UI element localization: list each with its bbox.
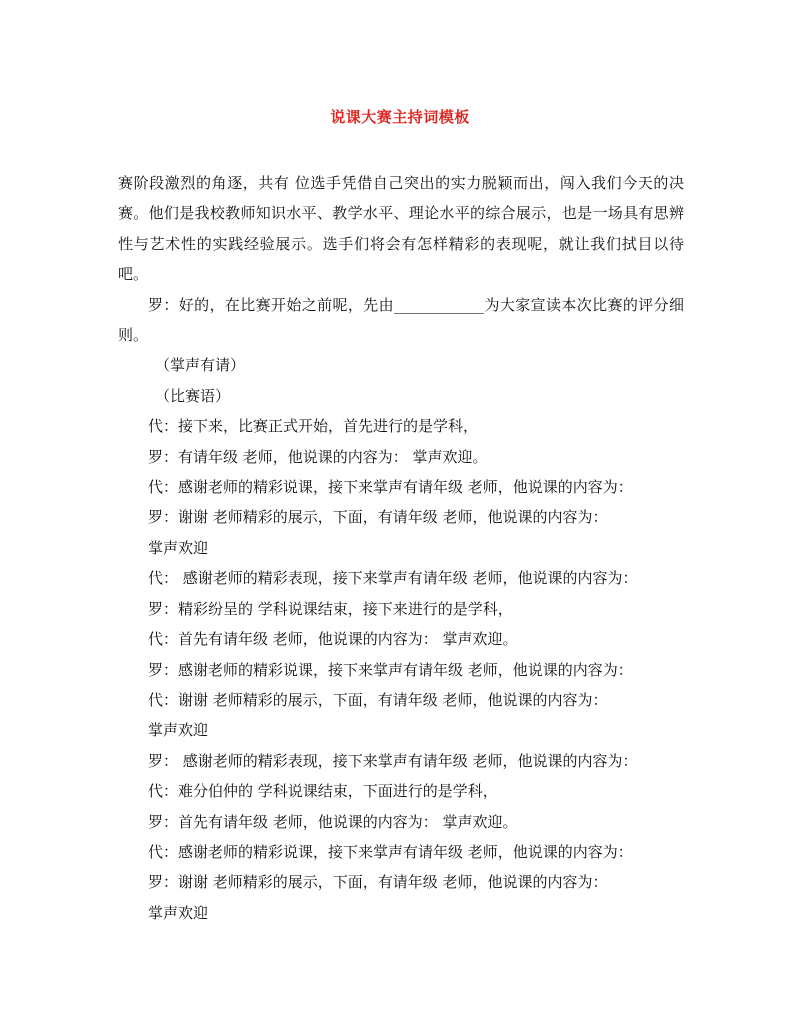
stage-direction-competition: （比赛语）	[155, 386, 231, 405]
script-line: 掌声欢迎	[148, 903, 209, 922]
rules-paragraph: 罗：好的，在比赛开始之前呢，先由____________为大家宣读本次比赛的评分细则。	[118, 295, 684, 345]
script-line: 代：感谢老师的精彩说课，接下来掌声有请年级 老师，他说课的内容为：	[148, 478, 633, 497]
script-line: 罗：谢谢 老师精彩的展示，下面，有请年级 老师，他说课的内容为：	[148, 508, 608, 527]
script-line: 代： 感谢老师的精彩表现，接下来掌声有请年级 老师，他说课的内容为：	[148, 569, 638, 588]
script-line: 罗：感谢老师的精彩说课，接下来掌声有请年级 老师，他说课的内容为：	[148, 660, 633, 679]
script-line: 罗：首先有请年级 老师，他说课的内容为： 掌声欢迎。	[148, 812, 518, 831]
stage-direction-applause: （掌声有请）	[155, 356, 246, 375]
script-line: 罗：谢谢 老师精彩的展示，下面，有请年级 老师，他说课的内容为：	[148, 873, 608, 892]
document-body	[118, 168, 684, 928]
script-line: 代：首先有请年级 老师，他说课的内容为： 掌声欢迎。	[148, 630, 518, 649]
script-line: 罗：精彩纷呈的 学科说课结束，接下来进行的是学科，	[148, 599, 513, 618]
script-line: 罗：有请年级 老师，他说课的内容为： 掌声欢迎。	[148, 447, 488, 466]
script-line: 代：感谢老师的精彩说课，接下来掌声有请年级 老师，他说课的内容为：	[148, 842, 633, 861]
script-line: 代：谢谢 老师精彩的展示，下面，有请年级 老师，他说课的内容为：	[148, 690, 608, 709]
script-line: 罗： 感谢老师的精彩表现，接下来掌声有请年级 老师，他说课的内容为：	[148, 751, 638, 770]
script-line: 代：难分伯仲的 学科说课结束，下面进行的是学科，	[148, 782, 498, 801]
intro-paragraph: 赛阶段激烈的角逐，共有 位选手凭借自己突出的实力脱颖而出，闯入我们今天的决赛。他们是我校教师知识水平、教学水平、理论水平的综合展示，也是一场具有思辨性与艺术性的实践经验展示。选手们将会有怎样精彩的表现呢，就让我们拭目以待吧。	[118, 174, 684, 284]
document-title: 说课大赛主持词模板	[330, 108, 470, 126]
script-line: 代：接下来，比赛正式开始，首先进行的是学科，	[148, 417, 479, 436]
script-line: 掌声欢迎	[148, 721, 209, 740]
script-line: 掌声欢迎	[148, 538, 209, 557]
